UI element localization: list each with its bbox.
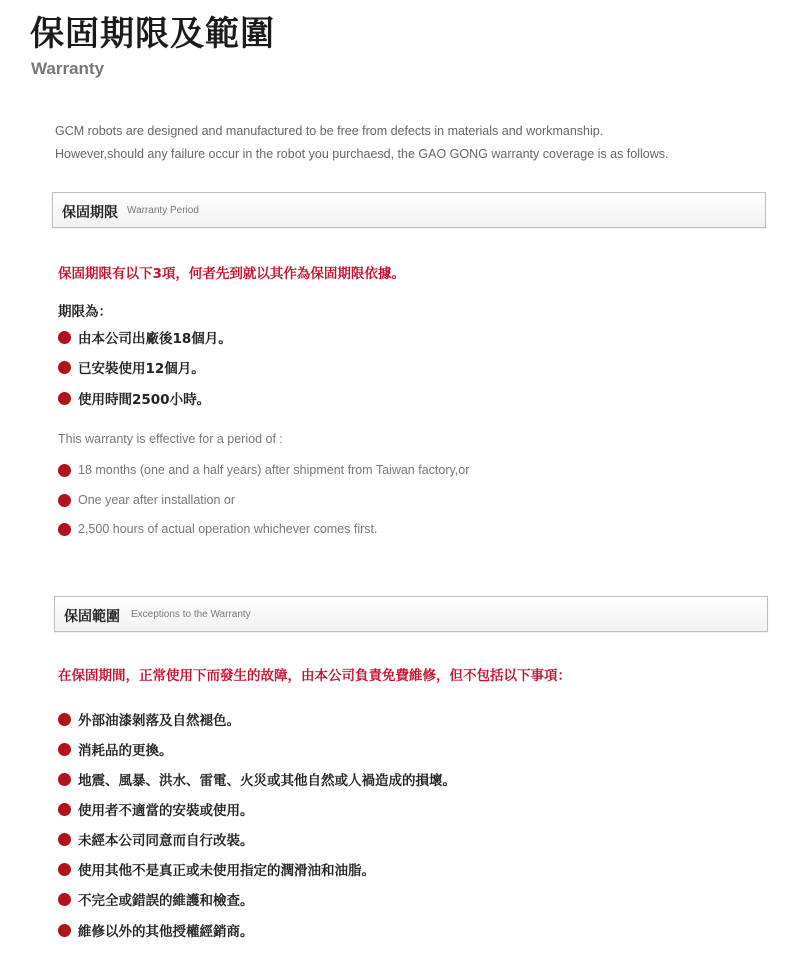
section-title-scope: 保固範圍 bbox=[64, 609, 120, 625]
list-item: 使用時間2500小時。 bbox=[58, 389, 210, 407]
section-title-period: 保固期限 bbox=[62, 205, 118, 221]
list-item: One year after installation or bbox=[58, 491, 235, 509]
list-item: 消耗品的更換。 bbox=[58, 740, 173, 758]
list-item: 已安裝使用12個月。 bbox=[58, 358, 205, 376]
bullet-dot-icon bbox=[58, 392, 71, 405]
bullet-dot-icon bbox=[58, 331, 71, 344]
list-item: 不完全或錯誤的維護和檢查。 bbox=[58, 890, 254, 908]
list-item: 由本公司出廠後18個月。 bbox=[58, 328, 232, 346]
intro-line-2: However,should any failure occur in the robot you purchaesd, the GAO GONG warranty coverage is as follows. bbox=[55, 147, 669, 161]
section-header-period bbox=[52, 192, 766, 228]
bullet-dot-icon bbox=[58, 863, 71, 876]
list-item: 地震、風暴、洪水、雷電、火災或其他自然或人禍造成的損壞。 bbox=[58, 770, 456, 788]
list-item: 2,500 hours of actual operation whichever comes first. bbox=[58, 520, 377, 538]
list-item: 使用者不適當的安裝或使用。 bbox=[58, 800, 254, 818]
bullet-dot-icon bbox=[58, 494, 71, 507]
bullet-dot-icon bbox=[58, 803, 71, 816]
bullet-dot-icon bbox=[58, 464, 71, 477]
intro-line-1: GCM robots are designed and manufactured to be free from defects in materials and workmanship. bbox=[55, 124, 604, 138]
list-item: 外部油漆剝落及自然褪色。 bbox=[58, 710, 240, 728]
list-item: 未經本公司同意而自行改裝。 bbox=[58, 830, 254, 848]
period-label: 期限為： bbox=[58, 304, 112, 320]
list-item: 維修以外的其他授權經銷商。 bbox=[58, 921, 254, 939]
section-subtitle-scope: Exceptions to the Warranty bbox=[131, 609, 251, 620]
page-subtitle: Warranty bbox=[31, 59, 105, 78]
list-item: 18 months (one and a half years) after shipment from Taiwan factory,or bbox=[58, 461, 469, 479]
bullet-dot-icon bbox=[58, 773, 71, 786]
section-subtitle-period: Warranty Period bbox=[127, 205, 199, 216]
bullet-dot-icon bbox=[58, 523, 71, 536]
bullet-dot-icon bbox=[58, 833, 71, 846]
bullet-dot-icon bbox=[58, 924, 71, 937]
period-note: 保固期限有以下3項，何者先到就以其作為保固期限依據。 bbox=[58, 266, 405, 282]
intro-text bbox=[55, 120, 669, 166]
section-header-scope bbox=[54, 596, 768, 632]
bullet-dot-icon bbox=[58, 743, 71, 756]
page-title: 保固期限及範圍 bbox=[30, 14, 275, 54]
bullet-dot-icon bbox=[58, 361, 71, 374]
bullet-dot-icon bbox=[58, 893, 71, 906]
scope-note: 在保固期間，正常使用下而發生的故障，由本公司負責免費維修，但不包括以下事項： bbox=[58, 668, 571, 684]
bullet-dot-icon bbox=[58, 713, 71, 726]
period-en-intro: This warranty is effective for a period of : bbox=[58, 432, 283, 446]
list-item: 使用其他不是真正或未使用指定的潤滑油和油脂。 bbox=[58, 860, 375, 878]
